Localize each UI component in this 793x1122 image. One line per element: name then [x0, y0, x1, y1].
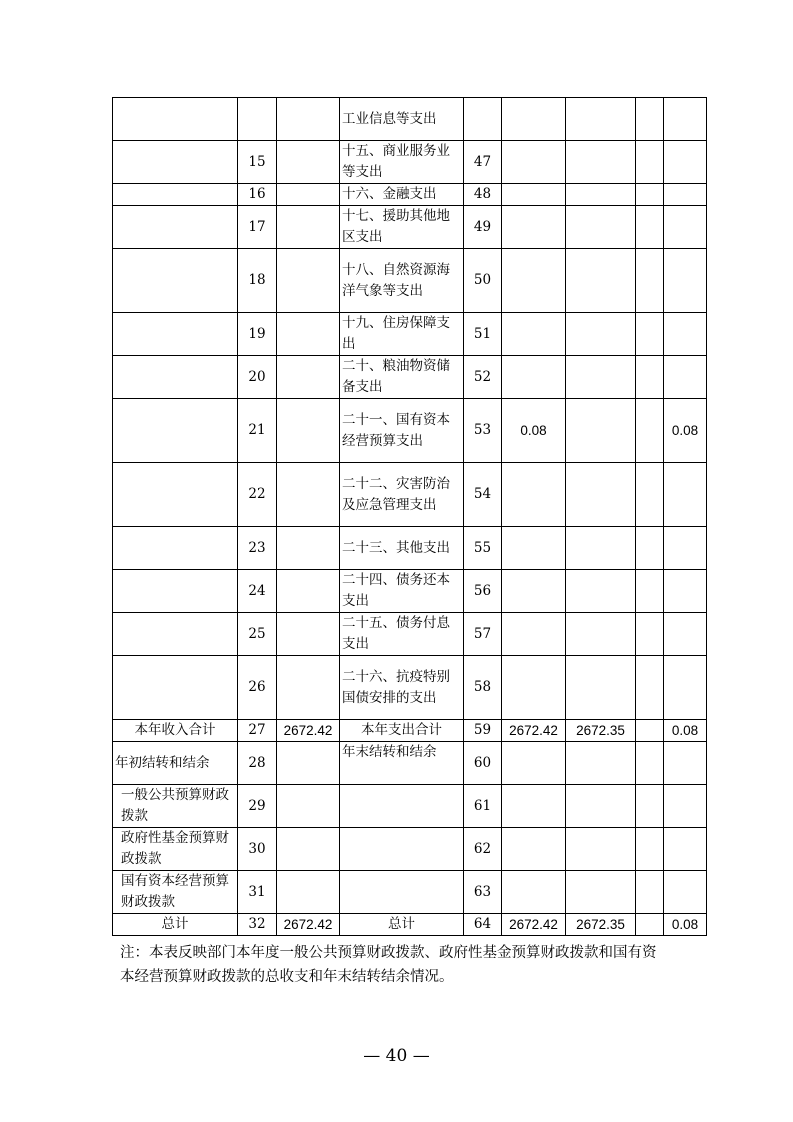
- general-budget-cell: [566, 613, 636, 656]
- table-row: [113, 463, 707, 527]
- state-capital-cell: [664, 249, 707, 313]
- expense-item-cell: 十八、自然资源海洋气象等支出: [340, 249, 464, 313]
- income-amount-cell: [277, 313, 340, 356]
- general-budget-cell: [566, 656, 636, 720]
- state-capital-cell: [664, 828, 707, 871]
- total-cell: [502, 249, 566, 313]
- total-cell: [502, 313, 566, 356]
- state-capital-cell: [664, 613, 707, 656]
- expense-seq-cell: 60: [464, 742, 502, 785]
- income-item-cell: 年初结转和结余: [113, 742, 238, 785]
- state-capital-cell: [664, 871, 707, 914]
- fund-budget-cell: [636, 249, 664, 313]
- fund-budget-cell: [636, 313, 664, 356]
- fund-budget-cell: [636, 914, 664, 936]
- income-seq-cell: 23: [238, 527, 277, 570]
- general-budget-cell: [566, 828, 636, 871]
- table-row: [113, 527, 707, 570]
- expense-item-cell: 二十五、债务付息支出: [340, 613, 464, 656]
- total-cell: [502, 656, 566, 720]
- total-cell: [502, 98, 566, 141]
- income-item-cell: [113, 98, 238, 141]
- total-cell: [502, 527, 566, 570]
- income-amount-cell: 2672.42: [277, 914, 340, 936]
- table-row: [113, 249, 707, 313]
- table-row: [113, 98, 707, 141]
- general-budget-cell: [566, 527, 636, 570]
- expense-item-cell: 总计: [340, 914, 464, 936]
- total-cell: [502, 206, 566, 249]
- expense-item-cell: 二十三、其他支出: [340, 527, 464, 570]
- total-cell: [502, 828, 566, 871]
- general-budget-cell: [566, 463, 636, 527]
- table-row: [113, 313, 707, 356]
- expense-seq-cell: 59: [464, 720, 502, 742]
- income-seq-cell: 17: [238, 206, 277, 249]
- total-cell: [502, 463, 566, 527]
- total-cell: [502, 871, 566, 914]
- income-item-cell: [113, 527, 238, 570]
- total-cell: [502, 356, 566, 399]
- income-item-cell: 政府性基金预算财政拨款: [113, 828, 238, 871]
- fund-budget-cell: [636, 656, 664, 720]
- expense-seq-cell: 63: [464, 871, 502, 914]
- income-seq-cell: 22: [238, 463, 277, 527]
- income-amount-cell: [277, 656, 340, 720]
- income-amount-cell: [277, 399, 340, 463]
- general-budget-cell: [566, 184, 636, 206]
- fund-budget-cell: [636, 742, 664, 785]
- total-cell: [502, 570, 566, 613]
- total-cell: [502, 613, 566, 656]
- fund-budget-cell: [636, 613, 664, 656]
- income-amount-cell: [277, 463, 340, 527]
- income-seq-cell: 20: [238, 356, 277, 399]
- table-row: [113, 399, 707, 463]
- state-capital-cell: [664, 527, 707, 570]
- state-capital-cell: [664, 206, 707, 249]
- total-cell: [502, 742, 566, 785]
- income-seq-cell: 27: [238, 720, 277, 742]
- general-budget-cell: [566, 206, 636, 249]
- table-row: [113, 613, 707, 656]
- expense-seq-cell: 58: [464, 656, 502, 720]
- expense-seq-cell: 48: [464, 184, 502, 206]
- income-seq-cell: 19: [238, 313, 277, 356]
- table-row: [113, 656, 707, 720]
- income-amount-cell: [277, 184, 340, 206]
- table-row: [113, 785, 707, 828]
- expense-item-cell: 工业信息等支出: [340, 98, 464, 141]
- expense-item-cell: 二十、粮油物资储备支出: [340, 356, 464, 399]
- table-row: [113, 828, 707, 871]
- income-amount-cell: [277, 613, 340, 656]
- state-capital-cell: 0.08: [664, 720, 707, 742]
- expense-seq-cell: 50: [464, 249, 502, 313]
- income-item-cell: [113, 313, 238, 356]
- income-seq-cell: 16: [238, 184, 277, 206]
- general-budget-cell: 2672.35: [566, 720, 636, 742]
- general-budget-cell: [566, 871, 636, 914]
- expense-seq-cell: 56: [464, 570, 502, 613]
- income-seq-cell: 26: [238, 656, 277, 720]
- fund-budget-cell: [636, 98, 664, 141]
- state-capital-cell: [664, 313, 707, 356]
- expense-item-cell: 十五、商业服务业等支出: [340, 141, 464, 184]
- income-seq-cell: 24: [238, 570, 277, 613]
- table-note: 注：本表反映部门本年度一般公共预算财政拨款、政府性基金预算财政拨款和国有资本经营预算财政拨款的总收支和年末结转结余情况。: [120, 945, 657, 985]
- table-row: [113, 871, 707, 914]
- expense-item-cell: 十九、住房保障支出: [340, 313, 464, 356]
- total-cell: [502, 785, 566, 828]
- state-capital-cell: 0.08: [664, 399, 707, 463]
- expense-item-cell: 十六、金融支出: [340, 184, 464, 206]
- state-capital-cell: [664, 98, 707, 141]
- total-cell: [502, 184, 566, 206]
- state-capital-cell: [664, 742, 707, 785]
- state-capital-cell: [664, 141, 707, 184]
- table-row: [113, 141, 707, 184]
- income-item-cell: [113, 613, 238, 656]
- budget-table: [112, 97, 707, 936]
- expense-item-cell: 二十四、债务还本支出: [340, 570, 464, 613]
- expense-item-cell: 二十二、灾害防治及应急管理支出: [340, 463, 464, 527]
- expense-seq-cell: 51: [464, 313, 502, 356]
- general-budget-cell: [566, 742, 636, 785]
- income-item-cell: [113, 399, 238, 463]
- total-cell: 0.08: [502, 399, 566, 463]
- income-seq-cell: 32: [238, 914, 277, 936]
- expense-seq-cell: 64: [464, 914, 502, 936]
- income-item-cell: [113, 249, 238, 313]
- expense-item-cell: 年末结转和结余: [340, 742, 464, 785]
- state-capital-cell: [664, 570, 707, 613]
- general-budget-cell: [566, 249, 636, 313]
- state-capital-cell: [664, 656, 707, 720]
- total-cell: 2672.42: [502, 720, 566, 742]
- income-item-cell: 本年收入合计: [113, 720, 238, 742]
- state-capital-cell: [664, 184, 707, 206]
- income-amount-cell: [277, 527, 340, 570]
- table-row: [113, 356, 707, 399]
- expense-item-cell: 二十六、抗疫特别国债安排的支出: [340, 656, 464, 720]
- income-amount-cell: [277, 98, 340, 141]
- general-budget-cell: 2672.35: [566, 914, 636, 936]
- table-row: [113, 914, 707, 936]
- income-item-cell: [113, 206, 238, 249]
- income-seq-cell: 31: [238, 871, 277, 914]
- income-amount-cell: [277, 206, 340, 249]
- income-seq-cell: 30: [238, 828, 277, 871]
- state-capital-cell: [664, 785, 707, 828]
- fund-budget-cell: [636, 356, 664, 399]
- expense-item-cell: 十七、援助其他地区支出: [340, 206, 464, 249]
- fund-budget-cell: [636, 570, 664, 613]
- income-item-cell: [113, 656, 238, 720]
- table-row: [113, 720, 707, 742]
- table-row: [113, 742, 707, 785]
- income-amount-cell: [277, 742, 340, 785]
- expense-item-cell: 本年支出合计: [340, 720, 464, 742]
- expense-seq-cell: [464, 98, 502, 141]
- income-item-cell: [113, 356, 238, 399]
- fund-budget-cell: [636, 463, 664, 527]
- expense-item-cell: [340, 871, 464, 914]
- fund-budget-cell: [636, 720, 664, 742]
- income-item-cell: 国有资本经营预算财政拨款: [113, 871, 238, 914]
- table-row: [113, 206, 707, 249]
- income-item-cell: 总计: [113, 914, 238, 936]
- state-capital-cell: [664, 356, 707, 399]
- income-seq-cell: 21: [238, 399, 277, 463]
- income-item-cell: [113, 463, 238, 527]
- general-budget-cell: [566, 356, 636, 399]
- expense-seq-cell: 55: [464, 527, 502, 570]
- fund-budget-cell: [636, 828, 664, 871]
- fund-budget-cell: [636, 399, 664, 463]
- table-row: [113, 570, 707, 613]
- expense-seq-cell: 62: [464, 828, 502, 871]
- state-capital-cell: 0.08: [664, 914, 707, 936]
- fund-budget-cell: [636, 141, 664, 184]
- fund-budget-cell: [636, 527, 664, 570]
- income-seq-cell: 15: [238, 141, 277, 184]
- table-row: [113, 184, 707, 206]
- expense-item-cell: [340, 785, 464, 828]
- income-seq-cell: 25: [238, 613, 277, 656]
- expense-seq-cell: 61: [464, 785, 502, 828]
- income-amount-cell: [277, 249, 340, 313]
- general-budget-cell: [566, 141, 636, 184]
- income-amount-cell: [277, 871, 340, 914]
- expense-seq-cell: 54: [464, 463, 502, 527]
- income-amount-cell: [277, 570, 340, 613]
- state-capital-cell: [664, 463, 707, 527]
- expense-seq-cell: 47: [464, 141, 502, 184]
- general-budget-cell: [566, 570, 636, 613]
- expense-item-cell: [340, 828, 464, 871]
- income-seq-cell: 29: [238, 785, 277, 828]
- fund-budget-cell: [636, 184, 664, 206]
- income-amount-cell: [277, 356, 340, 399]
- fund-budget-cell: [636, 871, 664, 914]
- income-item-cell: [113, 141, 238, 184]
- income-seq-cell: 28: [238, 742, 277, 785]
- general-budget-cell: [566, 785, 636, 828]
- income-seq-cell: [238, 98, 277, 141]
- general-budget-cell: [566, 98, 636, 141]
- total-cell: [502, 141, 566, 184]
- income-amount-cell: [277, 828, 340, 871]
- income-item-cell: [113, 184, 238, 206]
- expense-seq-cell: 52: [464, 356, 502, 399]
- fund-budget-cell: [636, 785, 664, 828]
- expense-seq-cell: 57: [464, 613, 502, 656]
- income-seq-cell: 18: [238, 249, 277, 313]
- fund-budget-cell: [636, 206, 664, 249]
- expense-seq-cell: 53: [464, 399, 502, 463]
- income-item-cell: 一般公共预算财政拨款: [113, 785, 238, 828]
- income-amount-cell: [277, 785, 340, 828]
- income-amount-cell: 2672.42: [277, 720, 340, 742]
- page-number: — 40 —: [363, 1046, 430, 1066]
- income-item-cell: [113, 570, 238, 613]
- income-amount-cell: [277, 141, 340, 184]
- expense-item-cell: 二十一、国有资本经营预算支出: [340, 399, 464, 463]
- general-budget-cell: [566, 313, 636, 356]
- general-budget-cell: [566, 399, 636, 463]
- expense-seq-cell: 49: [464, 206, 502, 249]
- total-cell: 2672.42: [502, 914, 566, 936]
